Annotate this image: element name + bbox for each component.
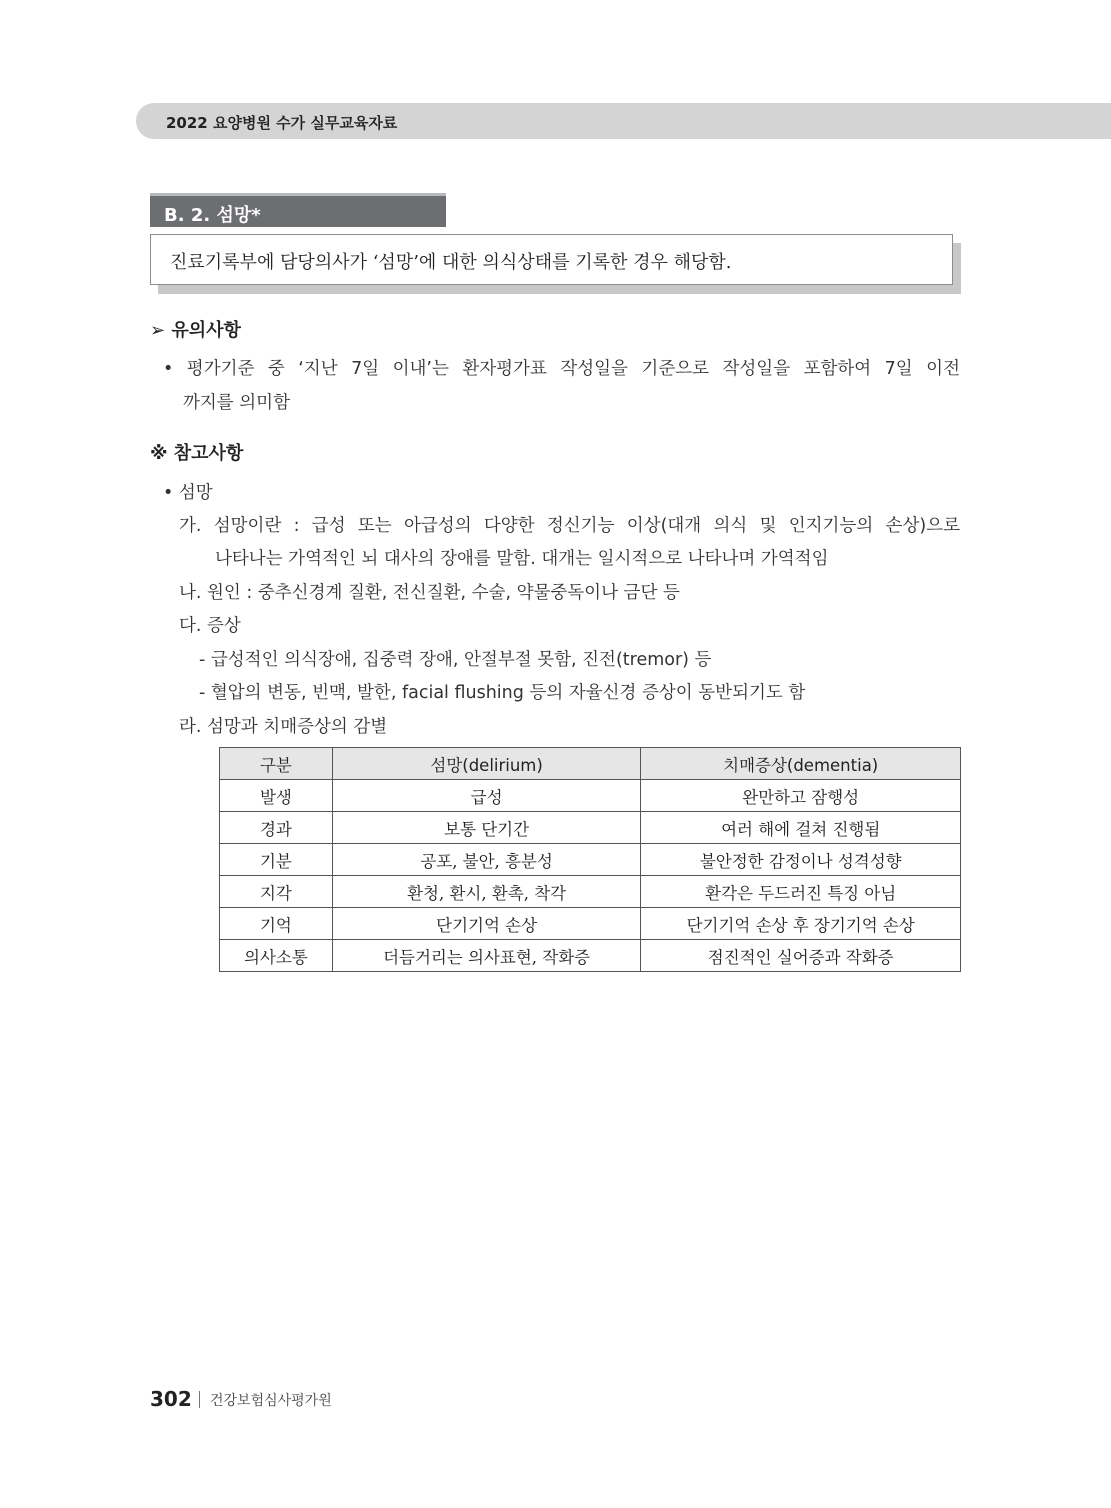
table-cell: 더듬거리는 의사표현, 작화증	[332, 940, 641, 972]
table-cell: 기분	[220, 844, 333, 876]
reference-bullet: • 섬망	[163, 483, 213, 503]
item-ga-line1: 가. 섬망이란 : 급성 또는 아급성의 다양한 정신기능 이상(대개 의식 및 인지기능의 손상)으로	[179, 516, 960, 536]
header-title: 2022 요양병원 수가 실무교육자료	[166, 114, 398, 132]
table-row	[220, 876, 961, 908]
symptom-1: - 급성적인 의식장애, 집중력 장애, 안절부절 못함, 진전(tremor) 등	[199, 650, 712, 670]
notes-heading: ➢ 유의사항	[150, 320, 241, 341]
table-cell: 발생	[220, 780, 333, 812]
table-cell: 의사소통	[220, 940, 333, 972]
item-na: 나. 원인 : 중추신경계 질환, 전신질환, 수술, 약물중독이나 금단 등	[179, 583, 680, 603]
table-cell: 불안정한 감정이나 성격성향	[641, 844, 961, 876]
table-cell: 지각	[220, 876, 333, 908]
footer-organization: 건강보험심사평가원	[210, 1393, 332, 1409]
table-row	[220, 908, 961, 940]
item-ga-line2: 나타나는 가역적인 뇌 대사의 장애를 말함. 대개는 일시적으로 나타나며 가역적임	[215, 549, 829, 569]
table-cell: 환각은 두드러진 특징 아님	[641, 876, 961, 908]
table-cell: 보통 단기간	[332, 812, 641, 844]
table-cell: 여러 해에 걸쳐 진행됨	[641, 812, 961, 844]
table-header-row	[220, 748, 961, 780]
item-da: 다. 증상	[179, 616, 241, 636]
table-cell: 공포, 불안, 흥분성	[332, 844, 641, 876]
reference-heading: ※ 참고사항	[150, 443, 244, 464]
table-header-cell: 치매증상(dementia)	[641, 748, 961, 780]
table-header-cell: 구분	[220, 748, 333, 780]
table-cell: 환청, 환시, 환촉, 착각	[332, 876, 641, 908]
table-cell: 점진적인 실어증과 작화증	[641, 940, 961, 972]
table-row	[220, 844, 961, 876]
notes-bullet-line1: • 평가기준 중 ‘지난 7일 이내’는 환자평가표 작성일을 기준으로 작성일을 포함하여 7일 이전	[163, 359, 960, 379]
symptom-2: - 혈압의 변동, 빈맥, 발한, facial flushing 등의 자율신경 증상이 동반되기도 함	[199, 683, 806, 703]
definition-box	[150, 234, 953, 285]
footer-divider	[199, 1391, 200, 1408]
table-row	[220, 940, 961, 972]
table-row	[220, 780, 961, 812]
section-tab	[150, 193, 446, 227]
table-cell: 급성	[332, 780, 641, 812]
table-cell: 단기기억 손상 후 장기기억 손상	[641, 908, 961, 940]
table-cell: 단기기억 손상	[332, 908, 641, 940]
table-row	[220, 812, 961, 844]
table-cell: 경과	[220, 812, 333, 844]
table-cell: 기억	[220, 908, 333, 940]
header-bar	[136, 103, 1111, 139]
item-ra: 라. 섬망과 치매증상의 감별	[179, 717, 388, 737]
definition-text: 진료기록부에 담당의사가 ‘섬망’에 대한 의식상태를 기록한 경우 해당함.	[170, 252, 732, 273]
table-header-cell: 섬망(delirium)	[332, 748, 641, 780]
page-number: 302	[150, 1387, 192, 1411]
table-cell: 완만하고 잠행성	[641, 780, 961, 812]
section-tab-label: B. 2. 섬망*	[164, 205, 261, 226]
notes-bullet-line2: 까지를 의미함	[183, 393, 290, 413]
comparison-table	[219, 747, 961, 972]
